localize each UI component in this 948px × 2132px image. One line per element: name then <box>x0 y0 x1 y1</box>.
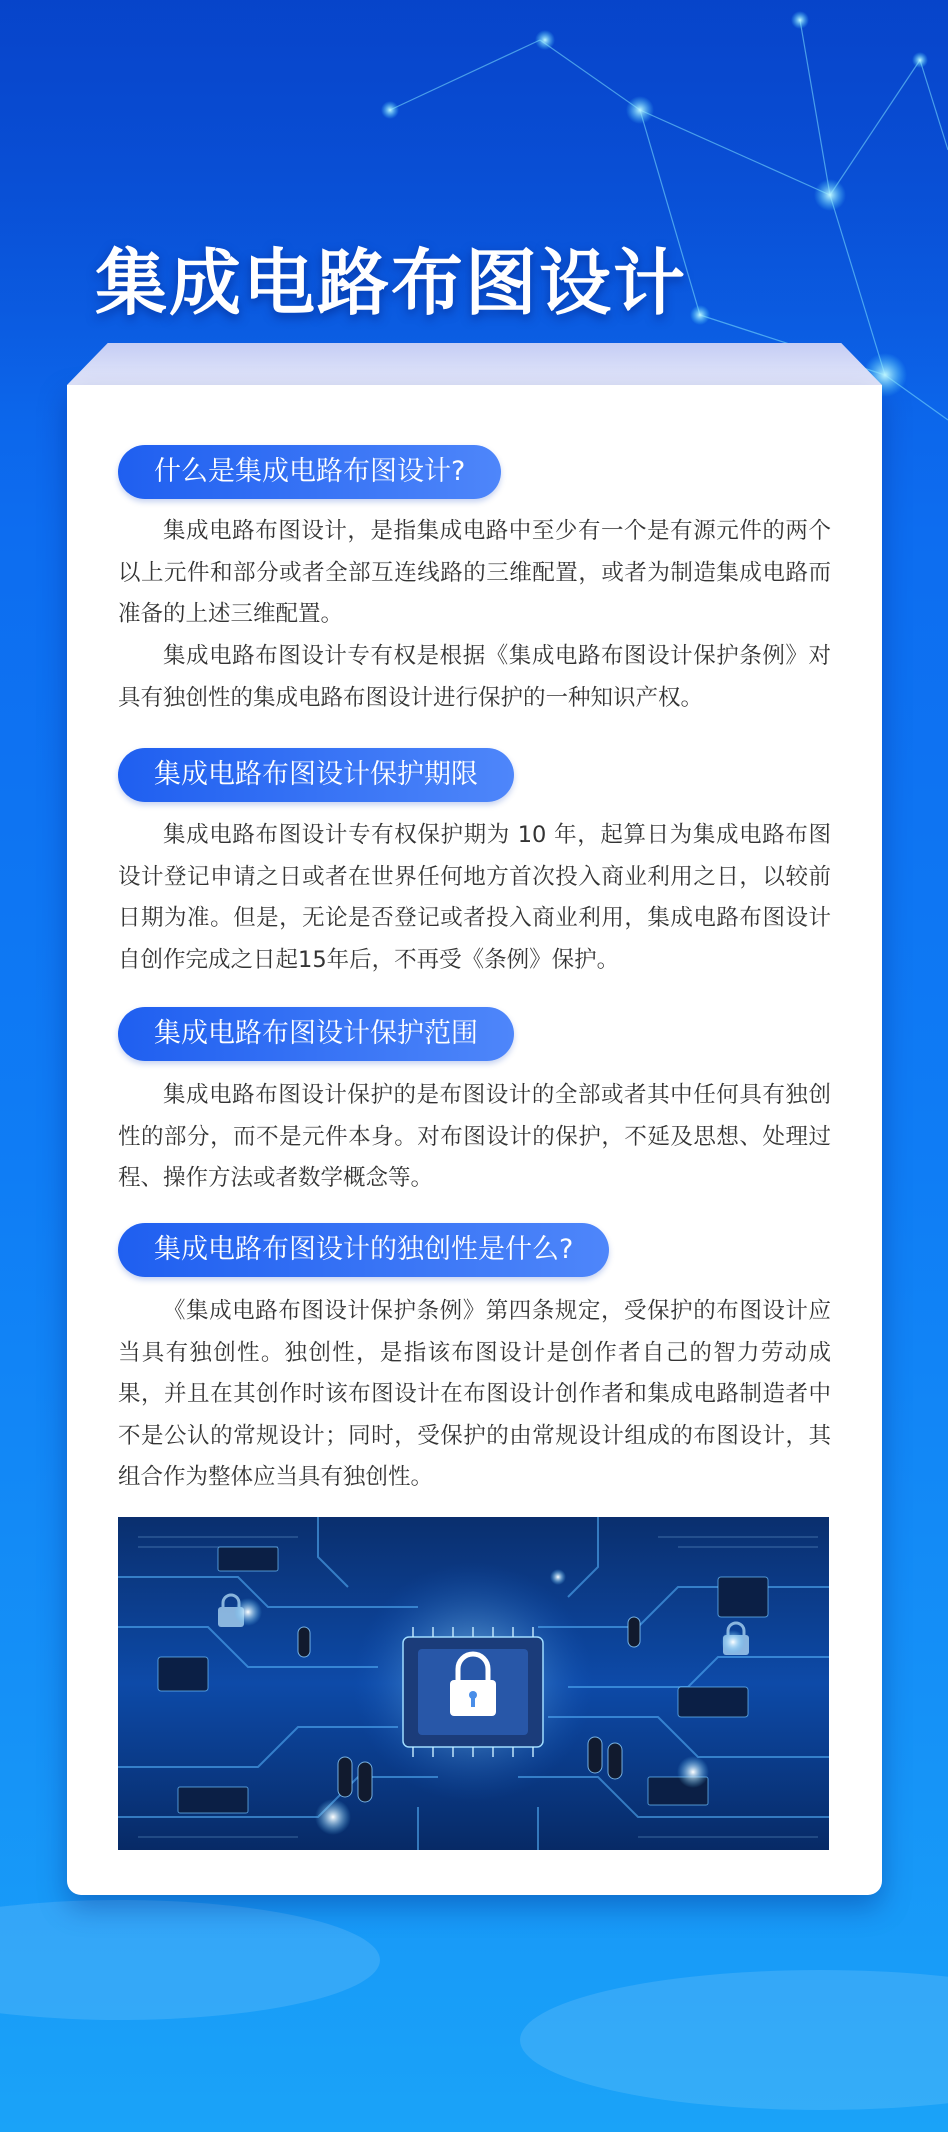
section-what-is-paragraph-1: 集成电路布图设计，是指集成电路中至少有一个是有源元件的两个以上元件和部分或者全部互连线路的三维配置，或者为制造集成电路而准备的上述三维配置。 <box>118 518 831 627</box>
circuit-board-image <box>118 1517 829 1850</box>
content-card <box>67 385 882 1895</box>
section-heading-protection-period: 集成电路布图设计保护期限 <box>118 748 514 802</box>
section-protection-period-paragraph: 集成电路布图设计专有权保护期为 10 年，起算日为集成电路布图设计登记申请之日或者在世界任何地方首次投入商业利用之日，以较前日期为准。但是，无论是否登记或者投入商业利用，集成电路布图设计自创作完成之日起15年后，不再受《条例》保护。 <box>118 822 831 973</box>
page-title: 集成电路布图设计 <box>95 241 688 325</box>
section-what-is-paragraph-2: 集成电路布图设计专有权是根据《集成电路布图设计保护条例》对具有独创性的集成电路布图设计进行保护的一种知识产权。 <box>118 643 831 711</box>
section-protection-scope-paragraph: 集成电路布图设计保护的是布图设计的全部或者其中任何具有独创性的部分，而不是元件本身。对布图设计的保护，不延及思想、处理过程、操作方法或者数学概念等。 <box>118 1082 831 1191</box>
section-heading-protection-scope: 集成电路布图设计保护范围 <box>118 1007 514 1061</box>
card-top-bevel <box>67 343 882 385</box>
section-originality-paragraph: 《集成电路布图设计保护条例》第四条规定，受保护的布图设计应当具有独创性。独创性，是指该布图设计是创作者自己的智力劳动成果，并且在其创作时该布图设计在布图设计创作者和集成电路制造者中不是公认的常规设计；同时，受保护的由常规设计组成的布图设计，其组合作为整体应当具有独创性。 <box>118 1298 831 1490</box>
section-heading-originality: 集成电路布图设计的独创性是什么? <box>118 1223 609 1277</box>
section-heading-what-is: 什么是集成电路布图设计? <box>118 445 501 499</box>
